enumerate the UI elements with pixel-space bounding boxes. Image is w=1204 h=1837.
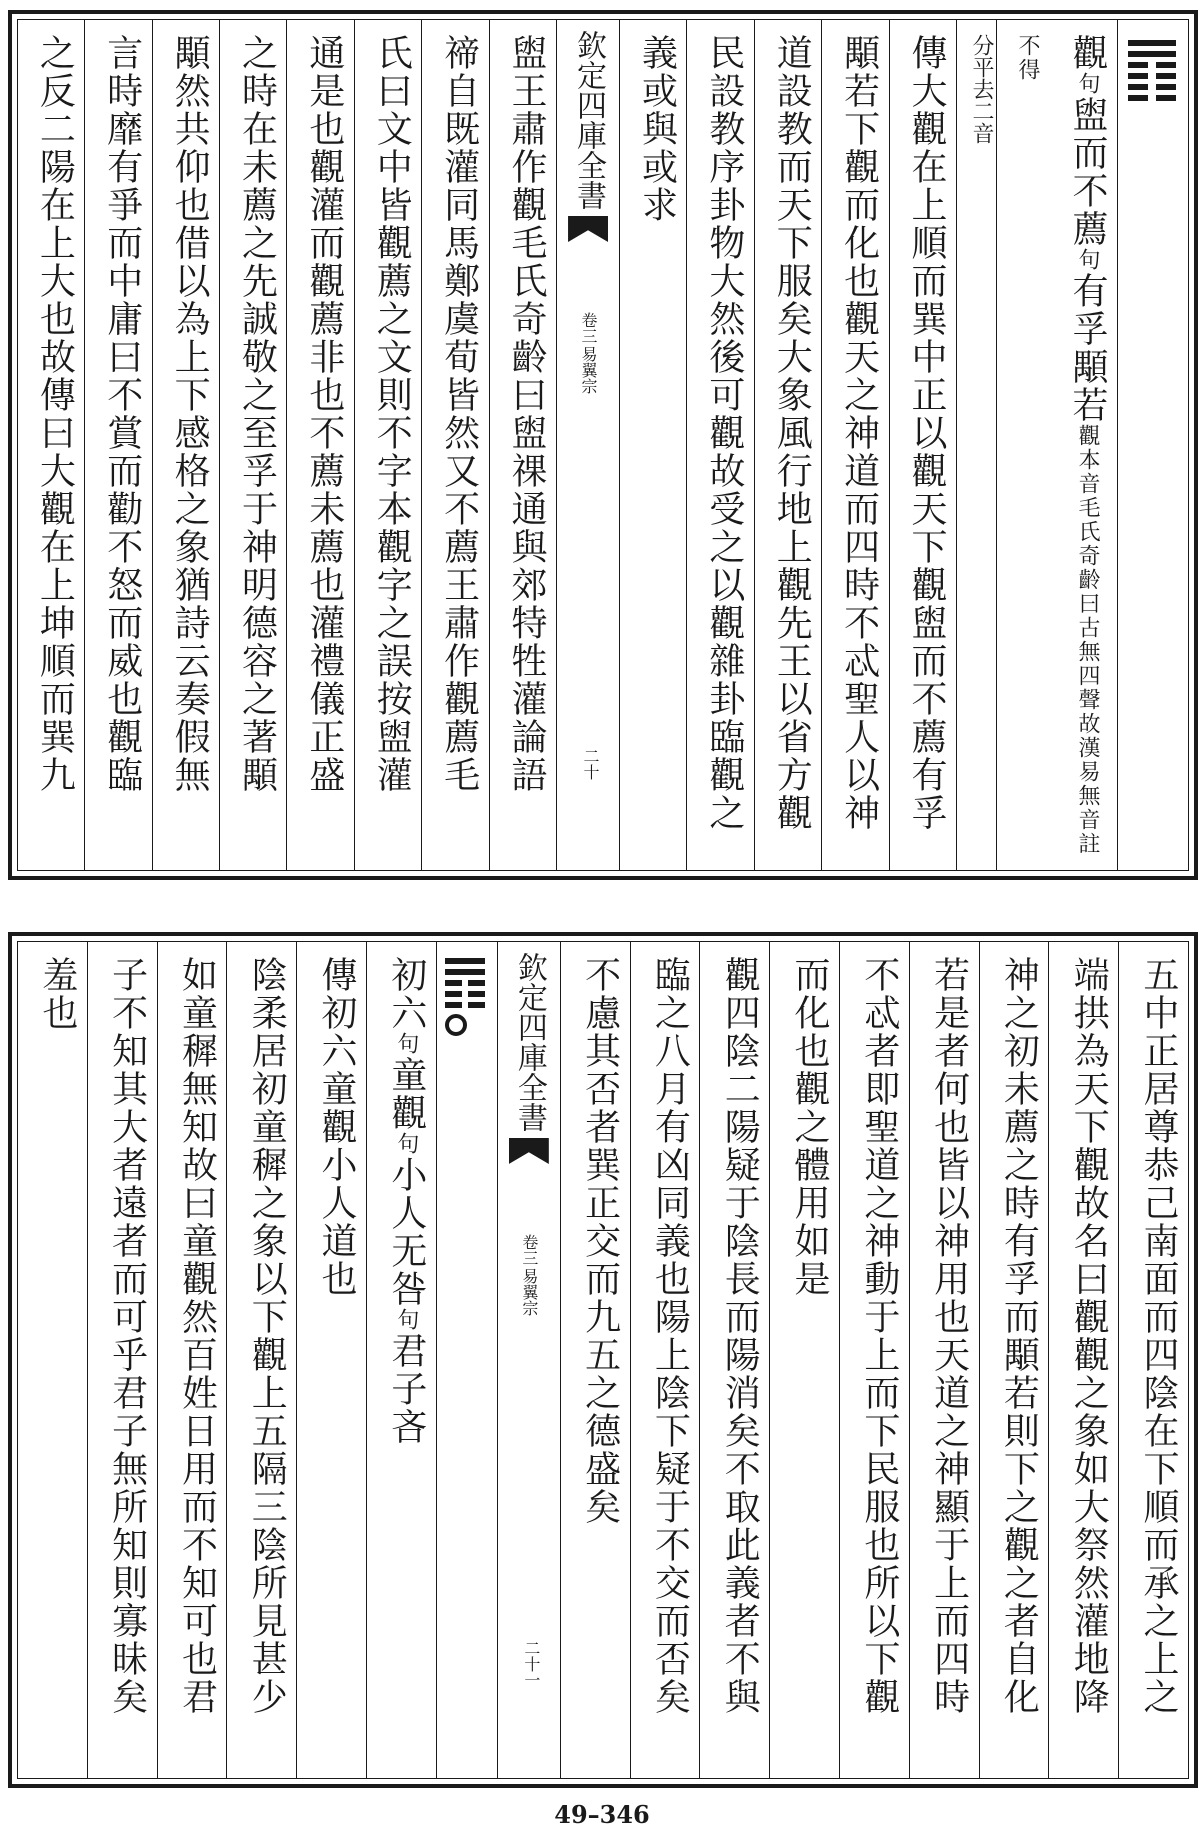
top-col-2-note: 分平去二音 [969, 34, 994, 144]
bottom-col-10-e: 小人无咎 [385, 1156, 427, 1308]
top-hexagram-column [1117, 20, 1188, 870]
bottom-col-14: 子不知其大者遠者而可乎君子無所知則寡昧矣 [87, 942, 157, 1778]
bottom-page [8, 932, 1198, 1788]
bottom-col-13: 如童穉無知故曰童觀然百姓日用而不知可也君 [157, 942, 227, 1778]
bottom-volume: 卷三 [519, 1234, 539, 1266]
hexagram-guan-line-icon [445, 958, 485, 1036]
top-col-14: 言時靡有爭而中庸曰不賞而勸不怒而威也觀臨 [84, 20, 151, 870]
top-col-1-b: 句 [1075, 72, 1100, 96]
top-page [8, 10, 1198, 880]
top-book-title: 欽定四庫全書 [571, 30, 607, 210]
top-book-name: 易翼宗 [579, 346, 599, 394]
bottom-page-inner [17, 941, 1189, 1779]
bottom-col-10-b: 句 [393, 1032, 419, 1056]
top-book-sub [579, 312, 597, 394]
top-col-9: 禘自既灌同馬鄭虞荀皆然又不薦王肅作觀薦毛 [421, 20, 488, 870]
top-col-6: 民設教序卦物大然後可觀故受之以觀雜卦臨觀之 [686, 20, 753, 870]
bottom-col-12: 陰柔居初童穉之象以下觀上五隔三陰所見甚少 [226, 942, 296, 1778]
top-col-1-c: 盥而不薦 [1067, 96, 1108, 248]
bottom-book-title: 欽定四庫全書 [511, 952, 547, 1132]
page-footer-number: 49–346 [554, 1800, 650, 1829]
bottom-col-8: 臨之八月有凶同義也陽上陰下疑于不交而否矣 [630, 942, 700, 1778]
bottom-col-5: 不忒者即聖道之神動于上而下民服也所以下觀 [839, 942, 909, 1778]
bottom-col-10-a: 初六 [385, 956, 427, 1032]
bottom-col-15: 羞也 [36, 956, 78, 1032]
bottom-col-6: 而化也觀之體用如是 [769, 942, 839, 1778]
bottom-book-name: 易翼宗 [519, 1268, 539, 1316]
top-col-1-a: 觀 [1067, 34, 1108, 72]
fishtail-icon [568, 216, 608, 242]
changing-line-circle-icon [445, 1014, 467, 1036]
bottom-page-number: 二十一 [521, 1640, 541, 1688]
hexagram-guan-icon [1128, 40, 1176, 106]
top-col-1-e: 有孚顒若 [1067, 272, 1108, 424]
top-col-10: 氏曰文中皆觀薦之文則不字本觀字之誤按盥灌 [354, 20, 421, 870]
bottom-col-7: 觀四陰二陽疑于陰長而陽消矣不取此義者不與 [699, 942, 769, 1778]
top-col-15: 之反二陽在上大也故傳曰大觀在上坤順而巽九 [34, 34, 76, 794]
bottom-col-10-c: 童觀 [385, 1056, 427, 1132]
top-col-4: 顒若下觀而化也觀天之神道而四時不忒聖人以神 [821, 20, 888, 870]
bottom-col-10-g: 君子吝 [385, 1332, 427, 1446]
top-page-number: 二十 [581, 748, 601, 780]
bottom-col-11: 傳初六童觀小人道也 [296, 942, 366, 1778]
top-col-1 [996, 20, 1117, 870]
bottom-col-3: 神之初未薦之時有孚而顒若則下之觀之者自化 [979, 942, 1049, 1778]
top-center-fold [556, 20, 619, 870]
bottom-center-fold [497, 942, 560, 1778]
top-col-2 [956, 20, 996, 870]
fishtail-icon [509, 1138, 549, 1164]
bottom-col-9: 不慮其否者巽正交而九五之德盛矣 [560, 942, 630, 1778]
bottom-col-4: 若是者何也皆以神用也天道之神顯于上而四時 [909, 942, 979, 1778]
top-col-11: 通是也觀灌而觀薦非也不薦未薦也灌禮儀正盛 [286, 20, 353, 870]
top-col-12: 之時在未薦之先誠敬之至孚于神明德容之著顒 [219, 20, 286, 870]
bottom-hexagram-column [436, 942, 497, 1778]
bottom-col-1: 五中正居尊恭己南面而四陰在下順而承之上之 [1118, 942, 1188, 1778]
bottom-book-sub [520, 1234, 538, 1316]
top-col-1-note: 觀本音毛氏奇齡曰古無四聲故漢易無音註不得 [1015, 34, 1100, 856]
bottom-col-10-d: 句 [393, 1132, 419, 1156]
top-col-7: 義或與或求 [619, 20, 686, 870]
top-col-13: 顒然共仰也借以為上下感格之象猶詩云奏假無 [152, 20, 219, 870]
bottom-col-10-f: 句 [393, 1308, 419, 1332]
bottom-col-10 [366, 942, 436, 1778]
top-col-5: 道設教而天下服矣大象風行地上觀先王以省方觀 [754, 20, 821, 870]
top-col-1-d: 句 [1075, 248, 1100, 272]
top-page-inner [17, 19, 1189, 871]
top-col-3: 傳大觀在上順而巽中正以觀天下觀盥而不薦有孚 [889, 20, 956, 870]
bottom-col-2: 端拱為天下觀故名曰觀觀之象如大祭然灌地降 [1048, 942, 1118, 1778]
top-col-8: 盥王肅作觀毛氏奇齡曰盥祼通與郊特牲灌論語 [489, 20, 556, 870]
top-volume: 卷三 [579, 312, 599, 344]
